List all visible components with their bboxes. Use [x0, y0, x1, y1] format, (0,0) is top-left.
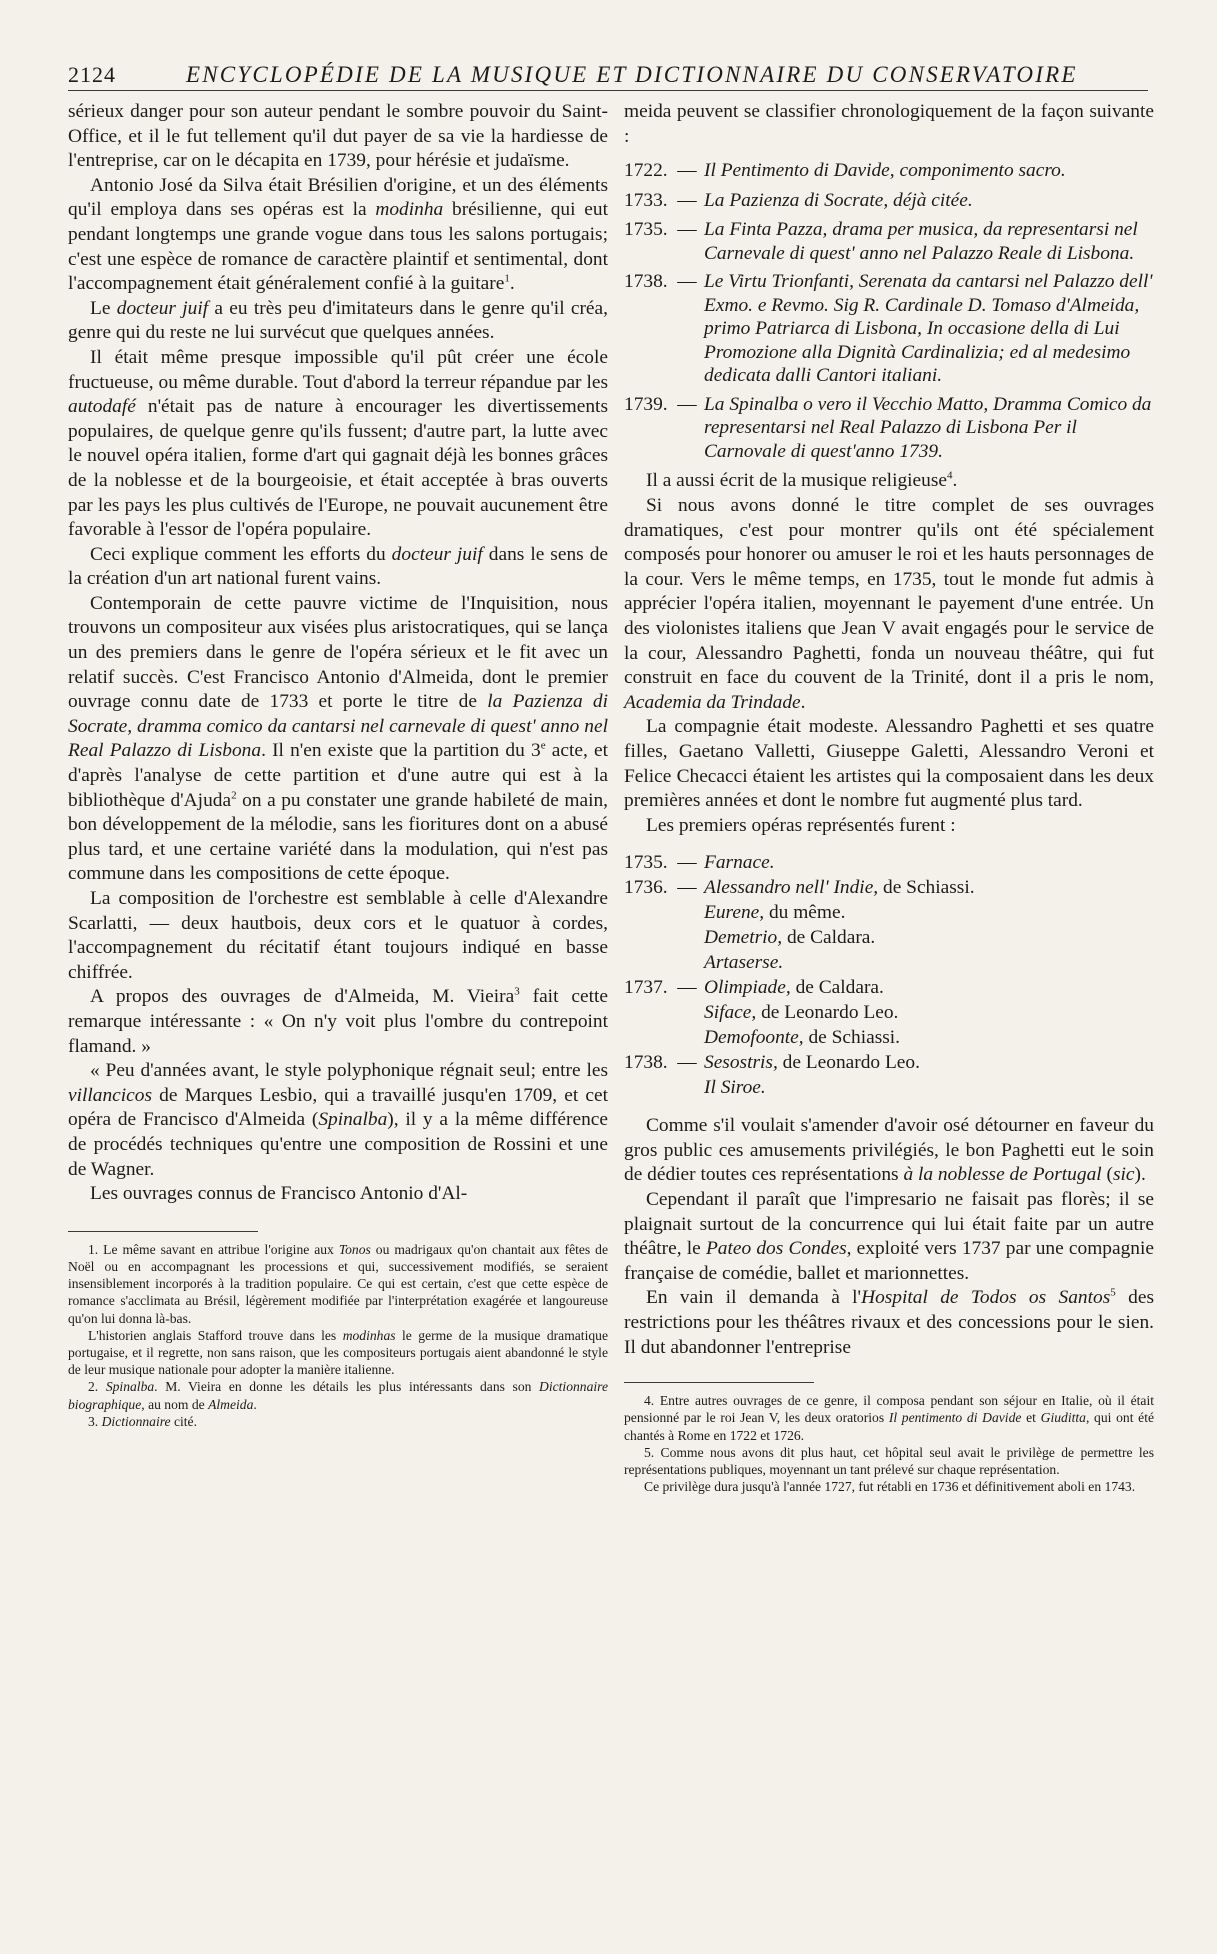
page-header: [68, 60, 1148, 91]
work-entry: 1722. — Il Pentimento di Davide, componimento sacro.: [624, 160, 1066, 182]
paragraph: A propos des ouvrages de d'Almeida, M. Vieira$^3$ fait cette remarque intéressante : « On n'y voit plus l'ombre du contrepoint flamand. »: [68, 985, 608, 1057]
paragraph: Il était même presque impossible qu'il pût créer une école fructueuse, ou même durable. Tout d'abord la terreur répandue par les autodafé n'était pas de nature à encourager les divertissements populaires, de quelque genre qu'ils fussent; d'autre part, la lutte avec le nouvel opéra italien, forme d'art qui gagnait déjà les bonnes grâces de la noblesse et de la bourgeoisie, et était acceptée à bras ouverts par les pays les plus cultivés de l'Europe, ne pouvait aucunement être favorable à l'essor de l'opéra populaire.: [68, 346, 608, 541]
paragraph: Si nous avons donné le titre complet de ses ouvrages dramatiques, c'est pour montrer qu'ils ont été spécialement composés pour honorer ou amuser le roi et les hauts personnages de la cour. Vers le même temps, en 1735, tout le monde fut admis à apprécier l'opéra italien, moyennant le payement d'une entrée. Un des violonistes italiens que Jean V avait engagés pour le service de la cour, Alessandro Paghetti, fonda un nouveau théâtre, qui fut construit en face du couvent de la Trinité, dont il a pris le nom, Academia da Trindade.: [624, 494, 1154, 713]
paragraph: En vain il demanda à l'Hospital de Todos os Santos$^5$ des restrictions pour les théâtres rivaux et des concessions pour le sien. Il dut abandonner l'entreprise: [624, 1286, 1154, 1358]
paragraph: Il a aussi écrit de la musique religieuse$^4$.: [646, 469, 958, 492]
footnote-1-cont: L'historien anglais Stafford trouve dans les modinhas le germe de la musique dramatique portugaise, et il regrette, non sans raison, que les compositeurs portugais aient abandonné le style de leur musique nationale pour adopter la manière italienne.: [68, 1327, 608, 1378]
footnotes: [624, 1392, 1154, 1495]
opera-entry: Siface, de Leonardo Leo.: [704, 1002, 899, 1024]
paragraph: « Peu d'années avant, le style polyphonique régnait seul; entre les villancicos de Marques Lesbio, qui a travaillé jusqu'en 1709, et cet opéra de Francisco d'Almeida (Spinalba), il y a la même différence de procédés techniques qu'entre une composition de Rossini et une de Wagner.: [68, 1060, 608, 1180]
paragraph: Contemporain de cette pauvre victime de l'Inquisition, nous trouvons un compositeur aux visées plus aristocratiques, qui se lança un des premiers dans le genre de l'opéra sérieux et le fit avec un relatif succès. C'est Francisco Antonio d'Almeida, dont le premier ouvrage connu date de 1733 et porte le titre de la Pazienza di Socrate, dramma comico da cantarsi nel carnevale di quest' anno nel Real Palazzo di Lisbona. Il n'en existe que la partition du 3e acte, et d'après l'analyse de cette partition et d'une autre qui est à la bibliothèque d'Ajuda$^2$ on a pu constater une grande habileté de main, bon développement de la mélodie, sans les fioritures dont on a abusé plus tard, et une certaine variété dans la modulation, qui n'est pas commune dans les compositions de cette époque.: [68, 592, 608, 885]
opera-entry: Demofoonte, de Schiassi.: [704, 1027, 901, 1049]
paragraph: Comme s'il voulait s'amender d'avoir osé détourner en faveur du gros public ces amusements privilégiés, le bon Paghetti eut le soin de dédier toutes ces représentations à la noblesse de Portugal (sic).: [624, 1115, 1154, 1186]
opera-entry: 1735. — Farnace.: [624, 852, 775, 874]
footnote-ref: 1: [504, 272, 510, 285]
opera-entry: 1736. — Alessandro nell' Indie, de Schiassi.: [624, 877, 975, 899]
footnote-ref: 5: [1110, 1286, 1116, 1299]
opera-entry: Eurene, du même.: [704, 902, 846, 924]
footnote-2: 2. Spinalba. M. Vieira en donne les détails les plus intéressants dans son Dictionnaire biographique, au nom de Almeida.: [68, 1379, 608, 1412]
paragraph: Antonio José da Silva était Brésilien d'origine, et un des éléments qu'il employa dans ses opéras est la modinha brésilienne, qui eut pendant longtemps une grande vogue dans tous les salons portugais; c'est une espèce de romance de caractère plaintif et sentimental, dont l'accompagnement était généralement confié à la guitare$^1$.: [68, 174, 608, 295]
paragraph: La compagnie était modeste. Alessandro Paghetti et ses quatre filles, Gaetano Valletti, Giuseppe Galetti, Alessandro Veroni et Felice Checacci étaient les artistes qui la composaient dans les deux premières années et dont le nombre fut augmenté plus tard.: [624, 716, 1154, 812]
footnote-3: 3. Dictionnaire cité.: [88, 1413, 197, 1429]
footnote-rule: [68, 1231, 258, 1232]
footnote-ref: 2: [231, 789, 237, 802]
work-entry: 1735. — La Finta Pazza, drama per musica, da representarsi nel Carnevale di quest' anno nel Palazzo Reale di Lisbona.: [624, 219, 1138, 264]
paragraph: Les ouvrages connus de Francisco Antonio d'Al-: [90, 1183, 468, 1205]
work-entry: 1739. — La Spinalba o vero il Vecchio Matto, Dramma Comico da representarsi nel Real Palazzo di Lisbona Per il Carnovale di quest'anno 1739.: [624, 393, 1152, 462]
opera-list: [624, 850, 1154, 1100]
paragraph: Ceci explique comment les efforts du docteur juif dans le sens de la création d'un art national furent vains.: [68, 543, 609, 590]
opera-entry: Il Siroe.: [704, 1077, 766, 1099]
footnote-ref: 3: [514, 985, 520, 998]
paragraph: Les premiers opéras représentés furent :: [646, 814, 956, 836]
running-title: ENCYCLOPÉDIE DE LA MUSIQUE ET DICTIONNAIRE DU CONSERVATOIRE: [186, 62, 1078, 87]
footnote-rule: [624, 1382, 814, 1383]
works-list: [624, 159, 1154, 463]
footnotes: [68, 1241, 608, 1430]
paragraph: La composition de l'orchestre est semblable à celle d'Alexandre Scarlatti, — deux hautbois, deux cors et le quatuor à cordes, l'accompagnement du récitatif étant toujours indiqué en basse chiffrée.: [68, 888, 608, 983]
opera-entry: 1737. — Olimpiade, de Caldara.: [624, 977, 884, 999]
footnote-1: 1. Le même savant en attribue l'origine aux Tonos ou madrigaux qu'on chantait aux fêtes de Noël ou en accompagnant les processions et qui, successivement modifiés, se seraient insensiblement incorporés à la tradition populaire. Ce qui est certain, c'est que cette espèce de romance s'acclimata au Brésil, légèrement modifiée par l'interprétation exagérée et langoureuse qu'on lui donna là-bas.: [68, 1241, 608, 1326]
footnote-ref: 4: [947, 469, 953, 482]
right-column: [624, 100, 1154, 1495]
work-entry: 1738. — Le Virtu Trionfanti, Serenata da cantarsi nel Palazzo dell' Exmo. e Revmo. Sig R. Cardinale D. Tomaso d'Almeida, primo Patriarca di Lisbona, In occasione della di Lui Promozione alla Dignità Cardinalizia; ed al medesimo dedicata dalli Cantori italiani.: [624, 271, 1153, 387]
opera-entry: 1738. — Sesostris, de Leonardo Leo.: [624, 1052, 920, 1074]
footnote-4: 4. Entre autres ouvrages de ce genre, il composa pendant son séjour en Italie, où il était pensionné par le roi Jean V, les deux oratorios Il pentimento di Davide et Giuditta, qui ont été chantés à Rome en 1722 et 1726.: [624, 1393, 1155, 1443]
footnote-5: 5. Comme nous avons dit plus haut, cet hôpital seul avait le privilège de permettre les représentations publiques, moyennant un tant prélevé sur chaque représentation.: [624, 1444, 1154, 1478]
footnote-5-cont: Ce privilège dura jusqu'à l'année 1727, fut rétabli en 1736 et définitivement aboli en 1743.: [644, 1479, 1136, 1495]
paragraph: Cependant il paraît que l'impresario ne faisait pas florès; il se plaignait surtout de la concurrence qui lui était faite par un autre théâtre, le Pateo dos Condes, exploité vers 1737 par une compagnie française de comédie, ballet et marionnettes.: [624, 1189, 1154, 1284]
paragraph: Le docteur juif a eu très peu d'imitateurs dans le genre qu'il créa, genre qui du reste ne lui survécut que quelques années.: [68, 297, 608, 344]
paragraph: sérieux danger pour son auteur pendant le sombre pouvoir du Saint-Office, et il le fut tellement qu'il dut payer de sa vie la hardiesse de l'entreprise, car on le décapita en 1739, pour hérésie et judaïsme.: [68, 101, 608, 172]
work-entry: 1733. — La Pazienza di Socrate, déjà citée.: [624, 189, 973, 211]
page-number: 2124: [68, 62, 116, 87]
opera-entry: Artaserse.: [704, 952, 784, 974]
left-column: [68, 100, 608, 1430]
opera-entry: Demetrio, de Caldara.: [704, 927, 876, 949]
paragraph: meida peuvent se classifier chronologiquement de la façon suivante :: [624, 101, 1154, 147]
